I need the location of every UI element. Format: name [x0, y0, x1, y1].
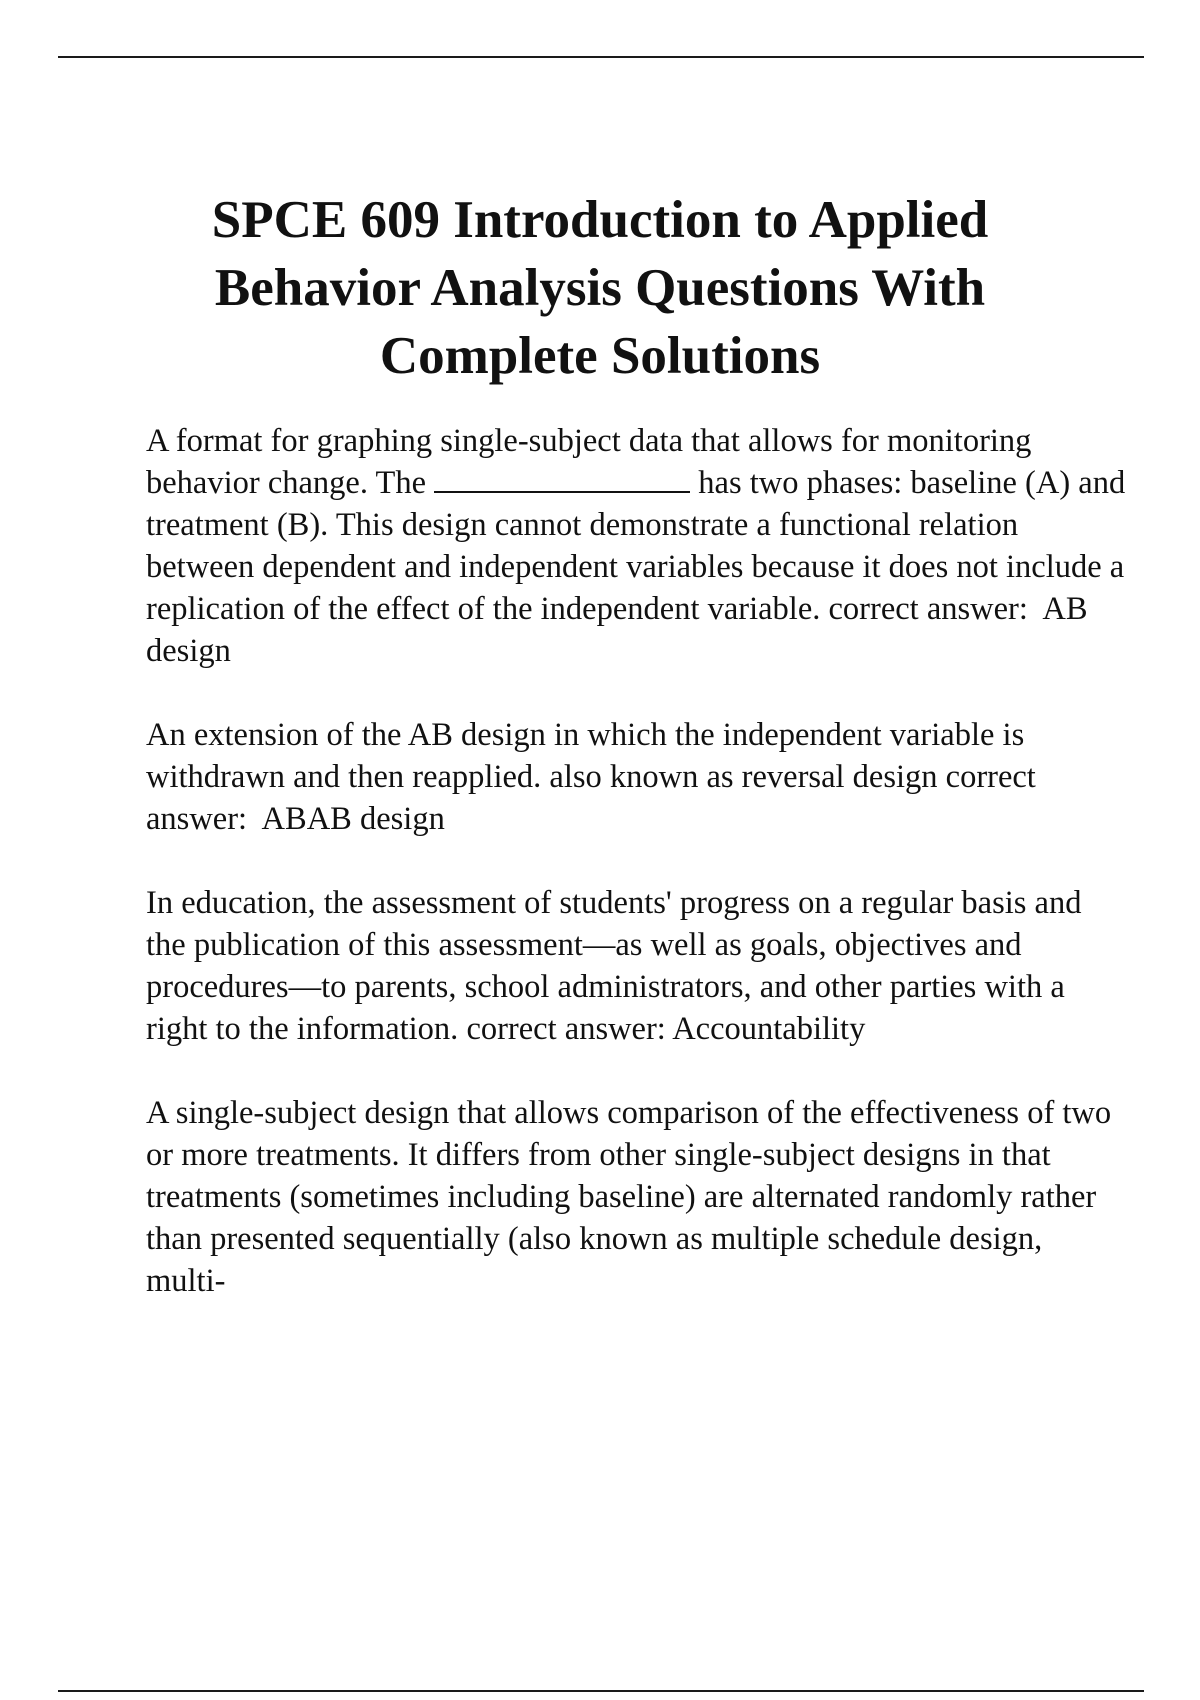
document-title: [100, 186, 1100, 390]
question-text: An extension of the AB design in which the independent variable is withdrawn and then reapplied. also known as reversal design: [146, 717, 1025, 795]
qa-item-4: [146, 1092, 1126, 1302]
title-line-2: Behavior Analysis Questions With: [214, 259, 986, 317]
answer-label: correct answer:: [466, 1011, 666, 1047]
question-text: In education, the assessment of students' progress on a regular basis and the publication of this assessment—as well as goals, objectives and procedures—to parents, school administrators, and other parties with a right to the information.: [146, 885, 1082, 1047]
qa-list: [146, 420, 1126, 1344]
question-text-after-blank: has two phases: baseline (A) and treatment (B). This design cannot demonstrate a functional relation between dependent and independent variables because it does not include a replication of the effect of the independent variable.: [146, 465, 1126, 627]
answer-text: ABAB design: [261, 801, 445, 837]
qa-item-3: [146, 882, 1126, 1050]
qa-item-2: [146, 714, 1126, 840]
answer-text: Accountability: [672, 1011, 866, 1047]
title-line-3: Complete Solutions: [379, 327, 821, 385]
question-text: A single-subject design that allows comparison of the effectiveness of two or more treatments. It differs from other single-subject designs in that treatments (sometimes including baseline) are alternated randomly rather than presented sequentially (also known as multiple schedule design, multi-: [146, 1095, 1112, 1299]
fill-in-blank: [434, 463, 690, 493]
top-rule: [58, 56, 1144, 58]
answer-label: correct answer:: [828, 591, 1028, 627]
answer-text: AB design: [146, 591, 1088, 669]
answer-label: correct answer:: [146, 759, 1036, 837]
title-line-1: SPCE 609 Introduction to Applied: [211, 191, 989, 249]
qa-item-1: [146, 420, 1126, 672]
bottom-rule: [58, 1690, 1144, 1692]
question-text-before-blank: A format for graphing single-subject data that allows for monitoring behavior change. The: [146, 423, 1032, 501]
